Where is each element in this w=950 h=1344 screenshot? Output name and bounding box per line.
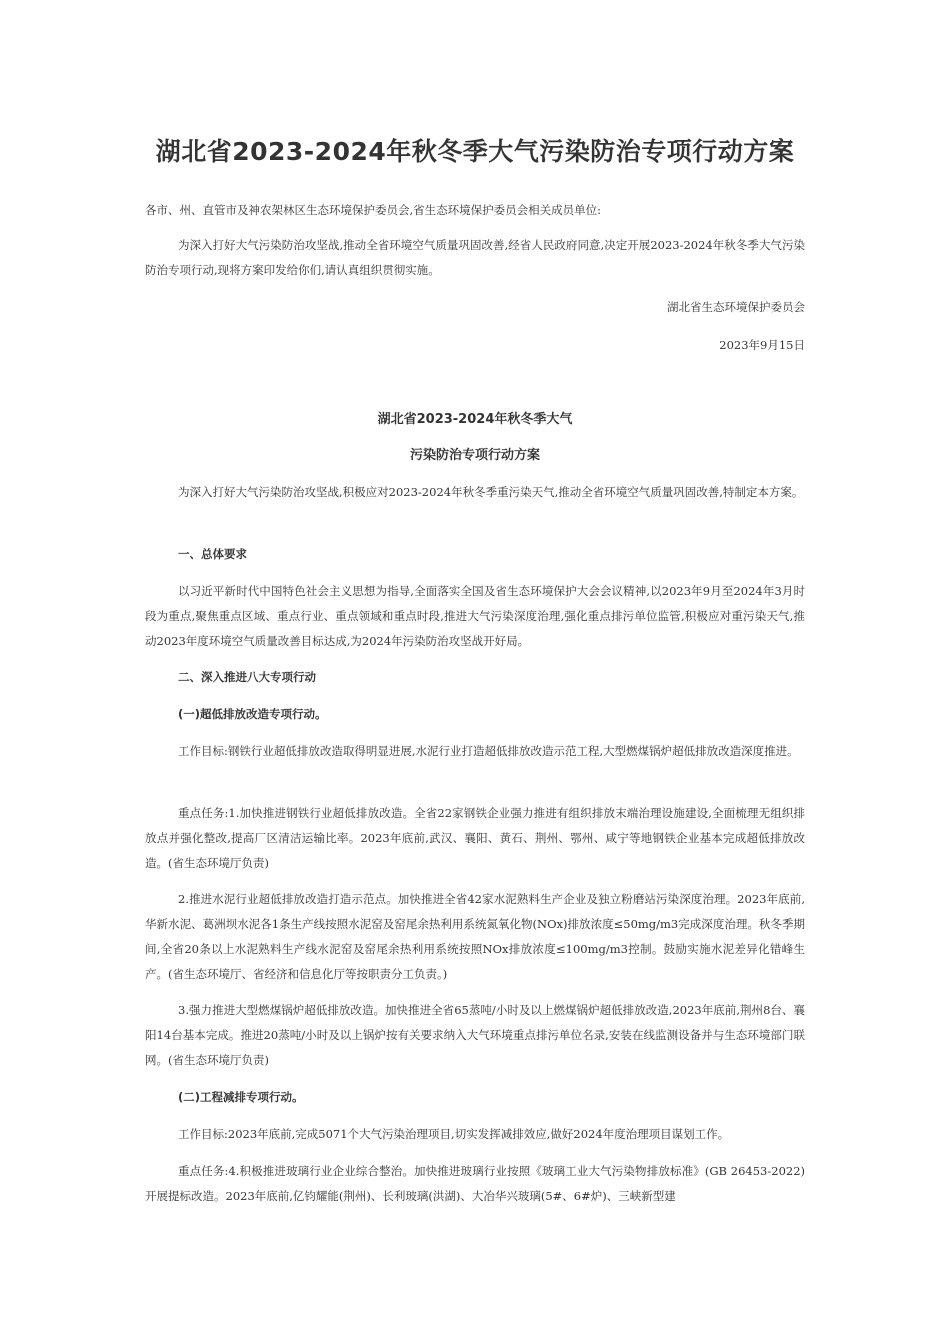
action1-goal: 工作目标:钢铁行业超低排放改造取得明显进展,水泥行业打造超低排放改造示范工程,大型燃煤锅炉超低排放改造深度推进。 xyxy=(178,744,799,758)
action2-heading: (二)工程减排专项行动。 xyxy=(178,1090,304,1104)
plan-title-line2: 污染防治专项行动方案 xyxy=(409,448,540,463)
salutation: 各市、州、直管市及神农架林区生态环境保护委员会,省生态环境保护委员会相关成员单位: xyxy=(145,203,602,217)
action1-heading: (一)超低排放改造专项行动。 xyxy=(178,707,327,721)
section1-paragraph: 以习近平新时代中国特色社会主义思想为指导,全面落实全国及省生态环境保护大会会议精神,以2023年9月至2024年3月时段为重点,聚焦重点区域、重点行业、重点领域和重点时段,推进大气污染深度治理,强化重点排污单位监管,积极应对重污染天气,推动2023年度环境空气质量改善目标达成,为2024年污染防治攻坚战开好局。 xyxy=(145,584,805,648)
action1-task3: 3.强力推进大型燃煤锅炉超低排放改造。加快推进全省65蒸吨/小时及以上燃煤锅炉超低排放改造,2023年底前,荆州8台、襄阳14台基本完成。推进20蒸吨/小时及以上锅炉按有关要求纳入大气环境重点排污单位名录,安装在线监测设备并与生态环境部门联网。(省生态环境厅负责) xyxy=(145,1003,805,1067)
section2-heading: 二、深入推进八大专项行动 xyxy=(178,670,316,684)
issue-date: 2023年9月15日 xyxy=(719,338,805,352)
intro-paragraph: 为深入打好大气污染防治攻坚战,积极应对2023-2024年秋冬季重污染天气,推动全省环境空气质量巩固改善,特制定本方案。 xyxy=(178,485,804,499)
document-title: 湖北省2023-2024年秋冬季大气污染防治专项行动方案 xyxy=(155,137,795,166)
notice-paragraph: 为深入打好大气污染防治攻坚战,推动全省环境空气质量巩固改善,经省人民政府同意,决定开展2023-2024年秋冬季大气污染防治专项行动,现将方案印发给你们,请认真组织贯彻实施。 xyxy=(145,238,805,277)
action1-task1: 重点任务:1.加快推进钢铁行业超低排放改造。全省22家钢铁企业强力推进有组织排放末端治理设施建设,全面梳理无组织排放点并强化整改,提高厂区清洁运输比率。2023年底前,武汉、襄阳、黄石、荆州、鄂州、咸宁等地钢铁企业基本完成超低排放改造。(省生态环境厅负责) xyxy=(145,806,805,870)
issuer: 湖北省生态环境保护委员会 xyxy=(667,300,805,314)
section1-heading: 一、总体要求 xyxy=(178,547,247,561)
action2-task4: 重点任务:4.积极推进玻璃行业企业综合整治。加快推进玻璃行业按照《玻璃工业大气污染物排放标准》(GB 26453-2022)开展提标改造。2023年底前,亿钧耀能(荆州)、长利玻璃(洪湖)、大冶华兴玻璃(5#、6#炉)、三峡新型建 xyxy=(145,1164,805,1203)
action2-goal: 工作目标:2023年底前,完成5071个大气污染治理项目,切实发挥减排效应,做好2024年度治理项目谋划工作。 xyxy=(178,1127,730,1141)
action1-task2: 2.推进水泥行业超低排放改造打造示范点。加快推进全省42家水泥熟料生产企业及独立粉磨站污染深度治理。2023年底前,华新水泥、葛洲坝水泥各1条生产线按照水泥窑及窑尾余热利用系统氮氧化物(NOx)排放浓度≤50mg/m3完成深度治理。秋冬季期间,全省20条以上水泥熟料生产线水泥窑及窑尾余热利用系统按照NOx排放浓度≤100mg/m3控制。鼓励实施水泥差异化错峰生产。(省生态环境厅、省经济和信息化厅等按职责分工负责。) xyxy=(145,892,805,981)
plan-title-line1: 湖北省2023-2024年秋冬季大气 xyxy=(377,412,573,427)
